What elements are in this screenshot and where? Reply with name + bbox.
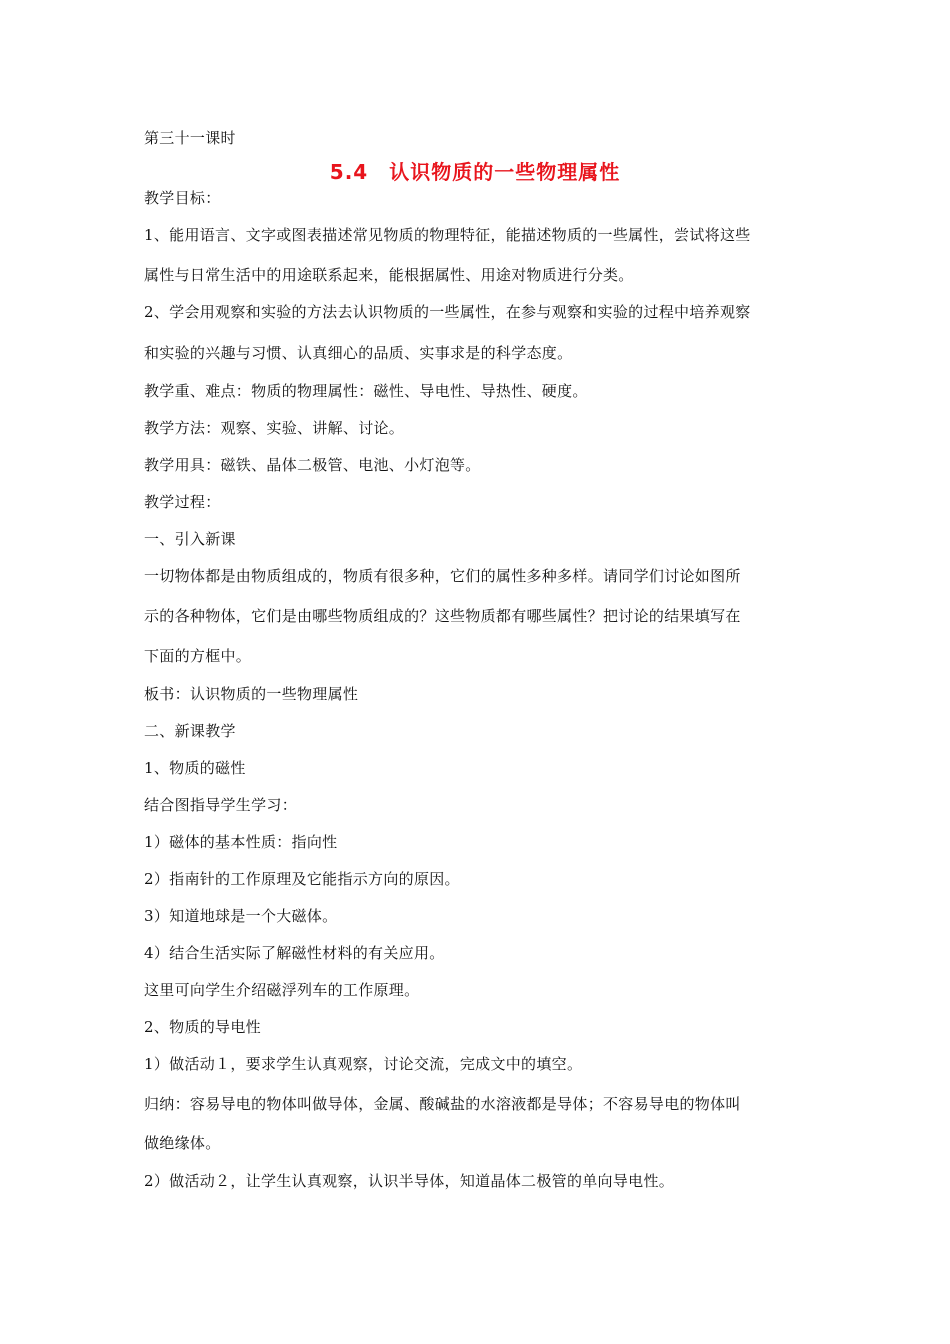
paragraph-line: 属性与日常生活中的用途联系起来，能根据属性、用途对物质进行分类。 bbox=[144, 266, 634, 284]
subsection-heading: 1、物质的磁性 bbox=[144, 759, 246, 777]
paragraph-line: 教学用具：磁铁、晶体二极管、电池、小灯泡等。 bbox=[144, 456, 481, 474]
paragraph-line: 和实验的兴趣与习惯、认真细心的品质、实事求是的科学态度。 bbox=[144, 344, 573, 362]
paragraph-line: 下面的方框中。 bbox=[144, 647, 252, 665]
subsection-heading: 2、物质的导电性 bbox=[144, 1018, 261, 1036]
paragraph-line: 归纳：容易导电的物体叫做导体，金属、酸碱盐的水溶液都是导体；不容易导电的物体叫 bbox=[144, 1095, 741, 1113]
paragraph-line: 结合图指导学生学习： bbox=[144, 796, 298, 814]
page-title: 5.4 认识物质的一些物理属性 bbox=[329, 160, 621, 184]
paragraph-line: 做绝缘体。 bbox=[144, 1134, 221, 1152]
paragraph-line: 板书：认识物质的一些物理属性 bbox=[144, 685, 359, 703]
paragraph-line: 1、能用语言、文字或图表描述常见物质的物理特征，能描述物质的一些属性，尝试将这些 bbox=[144, 226, 751, 244]
paragraph-line: 教学重、难点：物质的物理属性：磁性、导电性、导热性、硬度。 bbox=[144, 382, 588, 400]
list-item: 1）做活动１，要求学生认真观察，讨论交流，完成文中的填空。 bbox=[144, 1055, 583, 1073]
lesson-number: 第三十一课时 bbox=[144, 129, 236, 147]
paragraph-line: 示的各种物体，它们是由哪些物质组成的？这些物质都有哪些属性？把讨论的结果填写在 bbox=[144, 607, 741, 625]
paragraph-line: 这里可向学生介绍磁浮列车的工作原理。 bbox=[144, 981, 420, 999]
section-heading: 二、新课教学 bbox=[144, 722, 236, 740]
list-item: 2）指南针的工作原理及它能指示方向的原因。 bbox=[144, 870, 460, 888]
section-heading-process: 教学过程： bbox=[144, 493, 221, 511]
paragraph-line: 教学方法：观察、实验、讲解、讨论。 bbox=[144, 419, 405, 437]
paragraph-line: 一切物体都是由物质组成的，物质有很多种，它们的属性多种多样。请同学们讨论如图所 bbox=[144, 567, 741, 585]
section-heading-objectives: 教学目标： bbox=[144, 189, 221, 207]
list-item: 3）知道地球是一个大磁体。 bbox=[144, 907, 338, 925]
list-item: 4）结合生活实际了解磁性材料的有关应用。 bbox=[144, 944, 445, 962]
list-item: 2）做活动２，让学生认真观察，认识半导体，知道晶体二极管的单向导电性。 bbox=[144, 1172, 675, 1190]
paragraph-line: 2、学会用观察和实验的方法去认识物质的一些属性，在参与观察和实验的过程中培养观察 bbox=[144, 303, 751, 321]
list-item: 1）磁体的基本性质：指向性 bbox=[144, 833, 338, 851]
section-heading: 一、引入新课 bbox=[144, 530, 236, 548]
